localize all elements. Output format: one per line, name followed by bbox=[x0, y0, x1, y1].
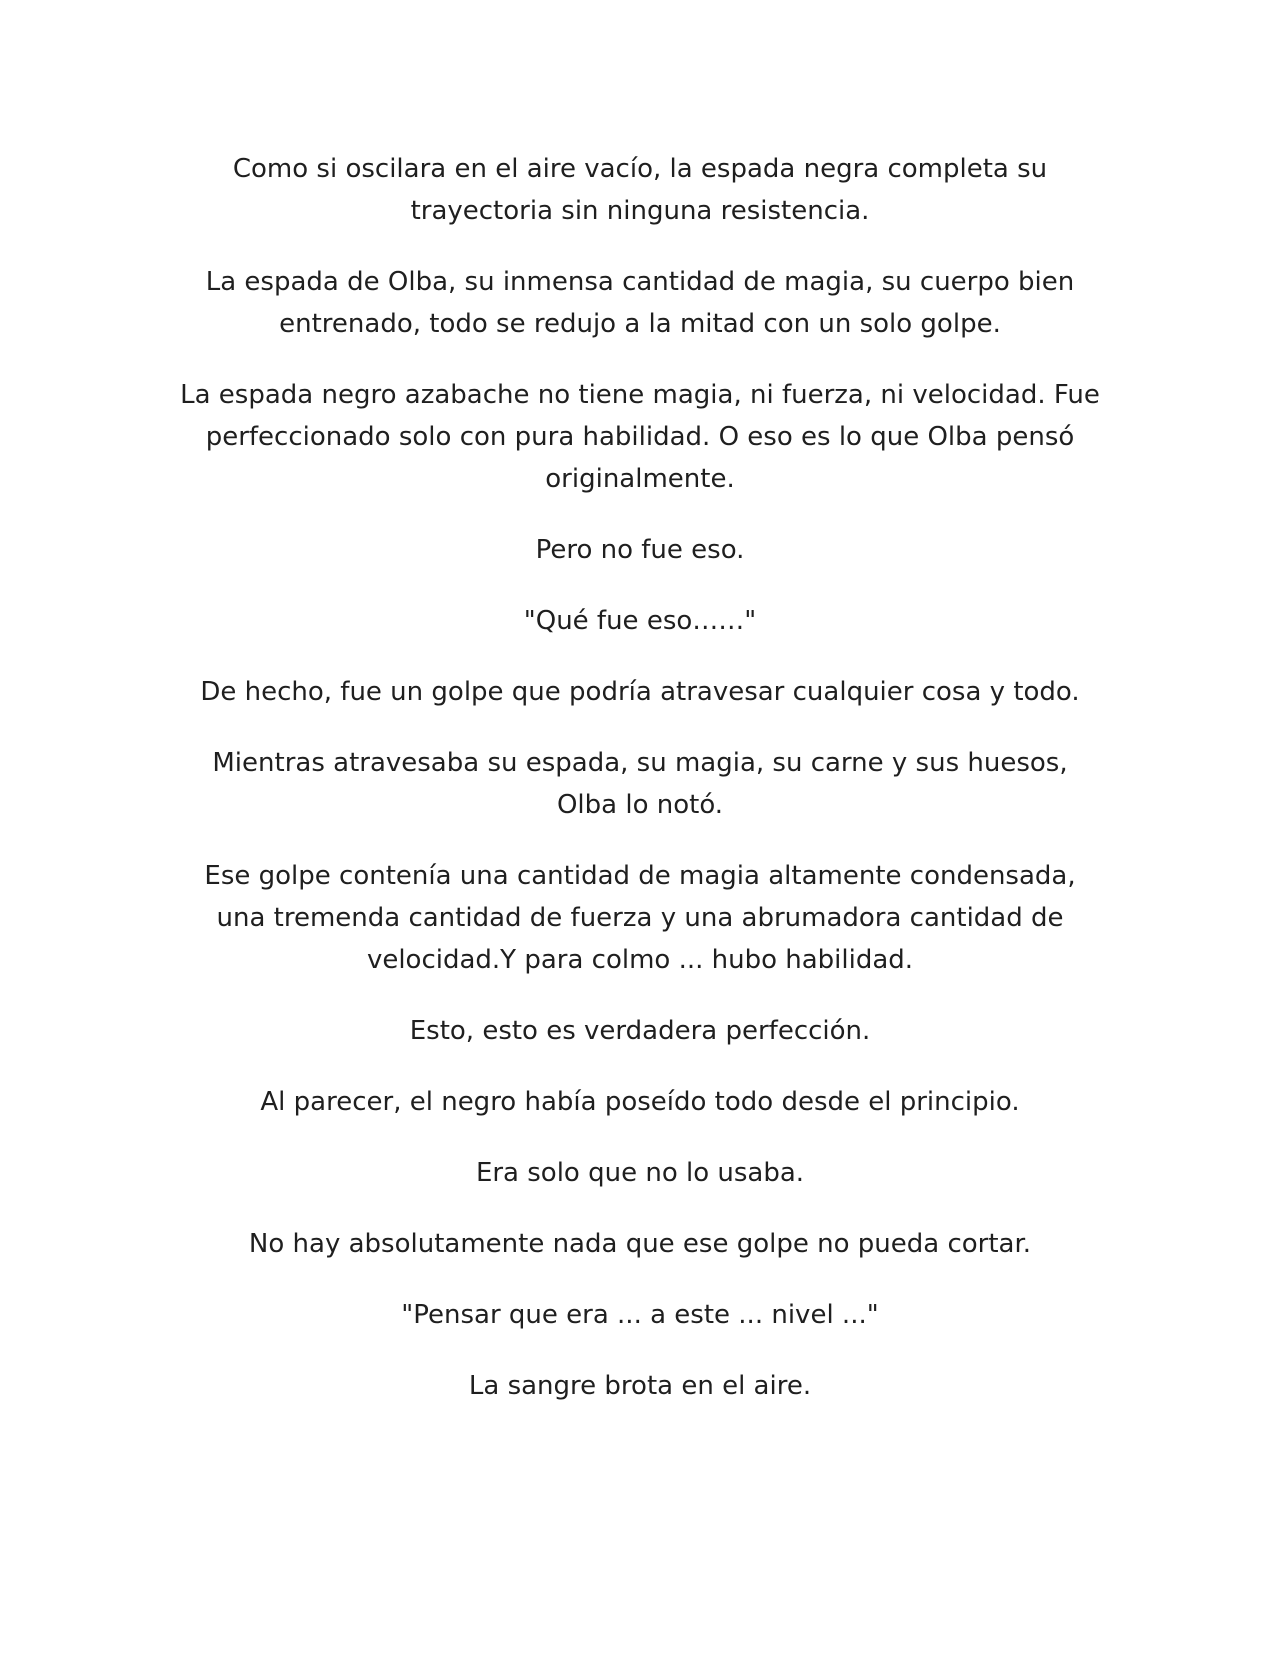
paragraph: Como si oscilara en el aire vacío, la espada negra completa su trayectoria sin ninguna resistencia. bbox=[232, 154, 1048, 226]
paragraph: La espada de Olba, su inmensa cantidad de magia, su cuerpo bien entrenado, todo se redujo a la mitad con un solo golpe. bbox=[205, 267, 1075, 339]
paragraph: "Qué fue eso……" bbox=[523, 606, 757, 636]
paragraph: La espada negro azabache no tiene magia, ni fuerza, ni velocidad. Fue perfeccionado solo con pura habilidad. O eso es lo que Olba pensó originalmente. bbox=[180, 380, 1100, 494]
paragraph: Ese golpe contenía una cantidad de magia altamente condensada, una tremenda cantidad de fuerza y una abrumadora cantidad de velocidad.Y para colmo ... hubo habilidad. bbox=[204, 861, 1076, 975]
paragraph: Al parecer, el negro había poseído todo desde el principio. bbox=[260, 1087, 1020, 1117]
paragraph: Esto, esto es verdadera perfección. bbox=[409, 1016, 871, 1046]
paragraph: "Pensar que era ... a este ... nivel ..." bbox=[401, 1300, 879, 1330]
paragraph: La sangre brota en el aire. bbox=[468, 1371, 812, 1401]
document-body bbox=[180, 148, 1100, 1436]
paragraph: Era solo que no lo usaba. bbox=[475, 1158, 805, 1188]
paragraph: No hay absolutamente nada que ese golpe no pueda cortar. bbox=[248, 1229, 1032, 1259]
paragraph: Pero no fue eso. bbox=[535, 535, 745, 565]
paragraph: De hecho, fue un golpe que podría atravesar cualquier cosa y todo. bbox=[200, 677, 1080, 707]
paragraph: Mientras atravesaba su espada, su magia, su carne y sus huesos, Olba lo notó. bbox=[212, 748, 1068, 820]
